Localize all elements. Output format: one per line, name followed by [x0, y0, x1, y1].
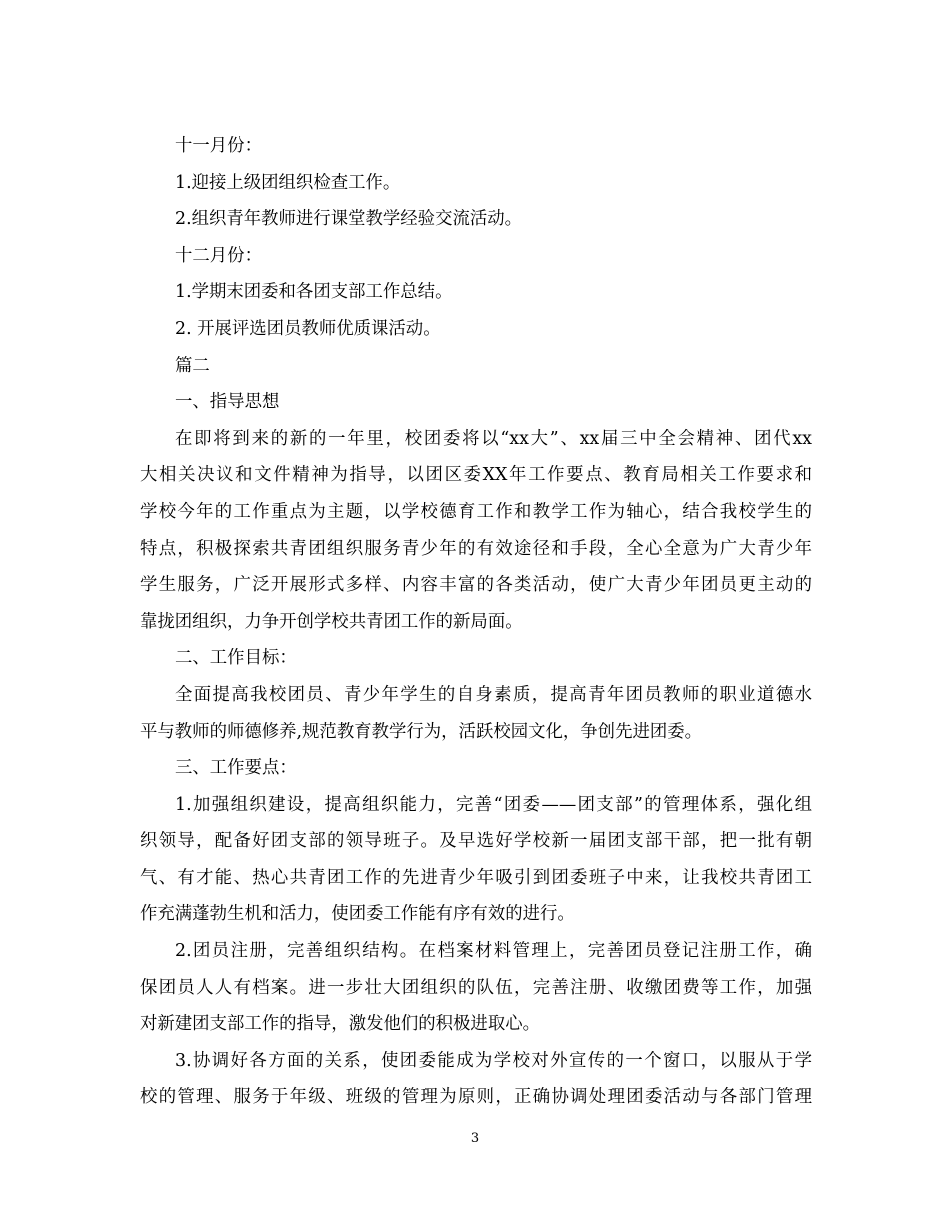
paragraph-line: 学校今年的工作重点为主题，以学校德育工作和教学工作为轴心，结合我校学生的 — [140, 501, 812, 522]
section-heading-work-goals: 二、工作目标： — [175, 648, 297, 669]
paragraph-line: 靠拢团组织，力争开创学校共青团工作的新局面。 — [140, 611, 523, 632]
paragraph-line: 全面提高我校团员、青少年学生的自身素质，提高青年团员教师的职业道德水 — [175, 684, 812, 705]
document-body — [140, 128, 812, 1116]
paragraph-line: 1.加强组织建设，提高组织能力，完善“团委——团支部”的管理体系，强化组 — [175, 794, 812, 815]
paragraph-line: 2.团员注册，完善组织结构。在档案材料管理上，完善团员登记注册工作，确 — [175, 941, 812, 962]
paragraph-line: 大相关决议和文件精神为指导，以团区委XX年工作要点、教育局相关工作要求和 — [140, 465, 812, 486]
paragraph-line: 特点，积极探索共青团组织服务青少年的有效途径和手段，全心全意为广大青少年 — [140, 538, 812, 559]
paragraph-line: 学生服务，广泛开展形式多样、内容丰富的各类活动，使广大青少年团员更主动的 — [140, 575, 812, 596]
paragraph-line: 对新建团支部工作的指导，激发他们的积极进取心。 — [140, 1014, 540, 1035]
section-heading-guiding-ideology: 一、指导思想 — [175, 392, 280, 413]
paragraph-line: 3.协调好各方面的关系，使团委能成为学校对外宣传的一个窗口，以服从于学 — [175, 1050, 812, 1071]
paragraph-line: 织领导，配备好团支部的领导班子。及早选好学校新一届团支部干部，把一批有朝 — [140, 831, 812, 852]
list-item: 2.组织青年教师进行课堂教学经验交流活动。 — [175, 209, 523, 230]
paragraph-line: 气、有才能、热心共青团工作的先进青少年吸引到团委班子中来，让我校共青团工 — [140, 867, 812, 888]
list-item: 2. 开展评选团员教师优质课活动。 — [175, 318, 441, 339]
section-heading-november: 十一月份： — [175, 136, 262, 156]
paragraph-line: 作充满蓬勃生机和活力，使团委工作能有序有效的进行。 — [140, 904, 575, 925]
paragraph-line: 在即将到来的新的一年里，校团委将以“xx大”、xx届三中全会精神、团代xx — [175, 428, 812, 449]
section-heading-work-points: 三、工作要点： — [175, 758, 297, 779]
section-heading-december: 十二月份： — [175, 245, 262, 266]
paragraph-line: 校的管理、服务于年级、班级的管理为原则，正确协调处理团委活动与各部门管理 — [140, 1087, 812, 1108]
part-heading: 篇二 — [175, 355, 210, 376]
paragraph-line: 保团员人人有档案。进一步壮大团组织的队伍，完善注册、收缴团费等工作，加强 — [140, 977, 812, 998]
paragraph-line: 平与教师的师德修养,规范教育教学行为，活跃校园文化，争创先进团委。 — [140, 721, 703, 742]
list-item: 1.迎接上级团组织检查工作。 — [175, 172, 401, 193]
page-number: 3 — [470, 1131, 480, 1146]
list-item: 1.学期末团委和各团支部工作总结。 — [175, 282, 453, 303]
